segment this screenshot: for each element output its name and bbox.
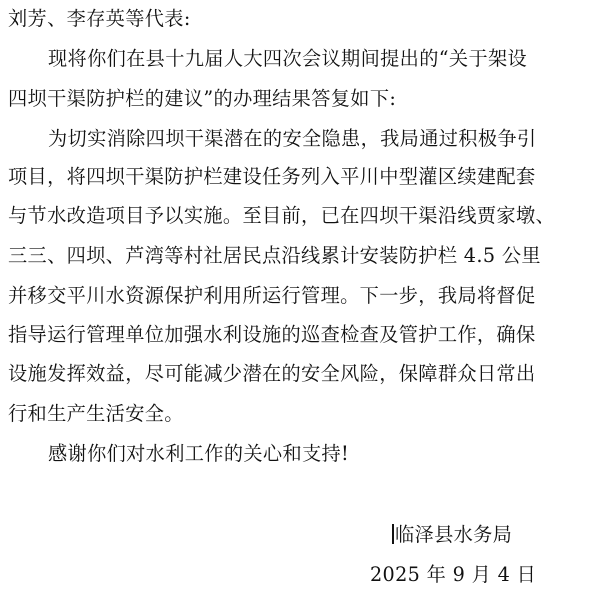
salutation: 刘芳、李存英等代表:	[8, 7, 191, 30]
paragraph-2-line-1: 为切实消除四坝干渠潜在的安全隐患，我局通过积极争引	[48, 127, 537, 150]
paragraph-2-line-6: 指导运行管理单位加强水利设施的巡查检查及管护工作，确保	[8, 323, 536, 346]
paragraph-1-line-2: 四坝干渠防护栏的建议”的办理结果答复如下:	[8, 87, 397, 110]
paragraph-2-line-5: 并移交平川水资源保护利用所运行管理。下一步，我局将督促	[8, 284, 536, 307]
paragraph-2-line-2: 项目，将四坝干渠防护栏建设任务列入平川中型灌区续建配套	[8, 165, 536, 188]
signature-organization	[392, 523, 512, 547]
text-cursor-icon	[392, 524, 394, 544]
paragraph-2-line-7: 设施发挥效益，尽可能减少潜在的安全风险，保障群众日常出	[8, 362, 536, 385]
paragraph-2-line-8: 行和生产生活安全。	[8, 402, 184, 425]
paragraph-1-line-1: 现将你们在县十九届人大四次会议期间提出的“关于架设	[48, 47, 528, 70]
paragraph-2-line-4: 三三、四坝、芦湾等村社居民点沿线累计安装防护栏 4.5 公里	[8, 244, 541, 267]
signature-date: 2025 年 9 月 4 日	[370, 563, 537, 586]
signature-organization-text: 临泽县水务局	[395, 523, 513, 546]
paragraph-2-line-3: 与节水改造项目予以实施。至目前，已在四坝干渠沿线贾家墩、	[8, 204, 556, 227]
paragraph-3-line-1: 感谢你们对水利工作的关心和支持!	[48, 442, 350, 465]
